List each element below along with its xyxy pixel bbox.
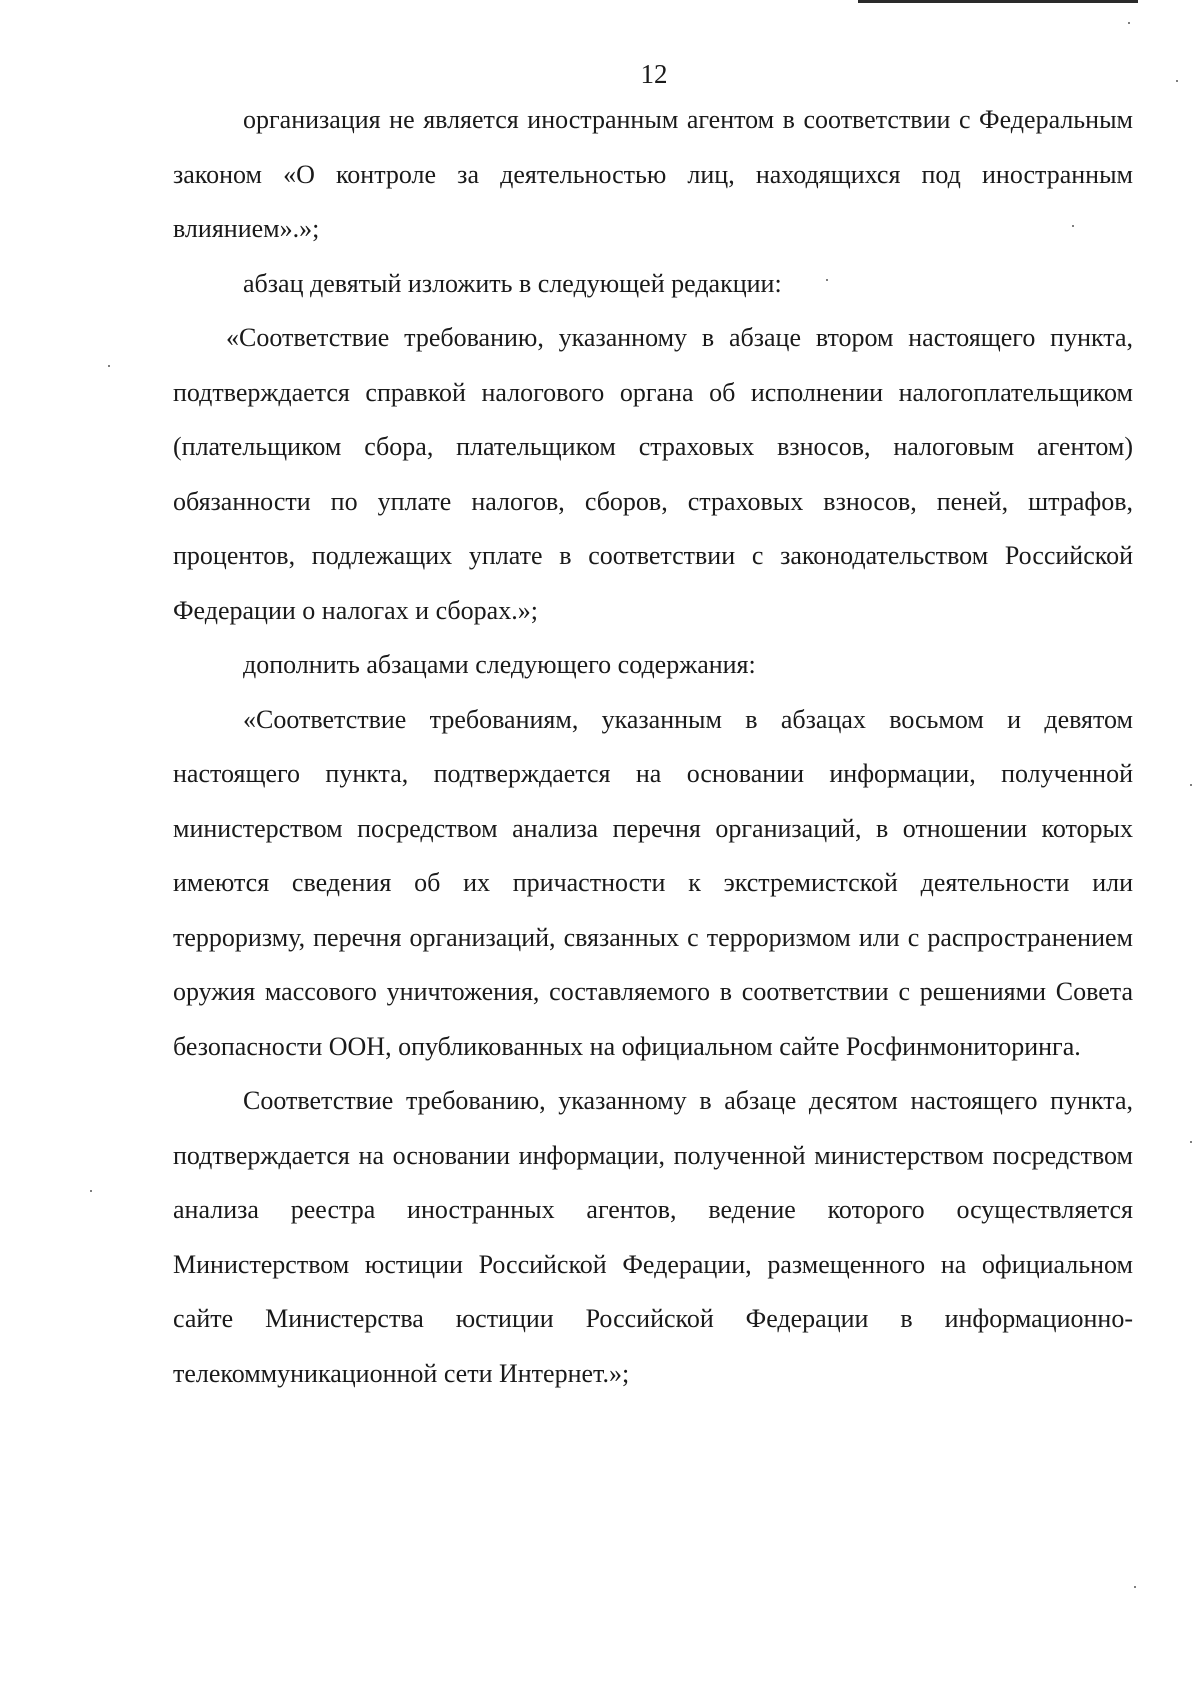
- scan-speck: [1190, 784, 1192, 786]
- scan-speck: [90, 1190, 92, 1192]
- scan-speck: [1134, 1586, 1136, 1588]
- scan-speck: [1190, 1141, 1192, 1143]
- scan-speck: [108, 365, 110, 367]
- page-number: 12: [640, 59, 668, 89]
- scan-speck: [1128, 22, 1130, 24]
- scan-speck: [826, 279, 828, 281]
- paragraph-quoted-extremism-check: «Соответствие требованиям, указанным в абзацах восьмом и девятом настоящего пункта, подтверждается на основании информации, полученной министерством посредством анализа перечня организаций, в отношении которых имеются сведения об их причастности к экстремистской деятельности или терроризму, перечня организаций, связанных с терроризмом или с распространением оружия массового уничтожения, составляемого в соответствии с решениями Совета безопасности ООН, опубликованных на официальном сайте Росфинмониторинга.: [173, 704, 1133, 1061]
- paragraph-addition-instruction: дополнить абзацами следующего содержания:: [243, 650, 756, 679]
- paragraph-quoted-tax-requirement: «Соответствие требованию, указанному в абзаце втором настоящего пункта, подтверждается справкой налогового органа об исполнении налогоплательщиком (плательщиком сбора, плательщиком страховых взносов, налоговым агентом) обязанности по уплате налогов, сборов, страховых взносов, пеней, штрафов, процентов, подлежащих уплате в соответствии с законодательством Российской Федерации о налогах и сборах.»;: [173, 323, 1133, 625]
- paragraph-amendment-instruction: абзац девятый изложить в следующей редакции:: [243, 268, 782, 298]
- paragraph-continuation: организация не является иностранным агентом в соответствии с Федеральным законом «О контроле за деятельностью лиц, находящихся под иностранным влиянием».»;: [173, 105, 1133, 243]
- scan-speck: [1176, 80, 1178, 82]
- paragraph-foreign-agent-check: Соответствие требованию, указанному в абзаце десятом настоящего пункта, подтверждается на основании информации, полученной министерством посредством анализа реестра иностранных агентов, ведение которого осуществляется Министерством юстиции Российской Федерации, размещенного на официальном сайте Министерства юстиции Российской Федерации в информационно-телекоммуникационной сети Интернет.»;: [173, 1086, 1133, 1388]
- scan-speck: [1072, 225, 1074, 227]
- document-body: [173, 93, 1133, 1401]
- top-edge-rule: [858, 0, 1138, 3]
